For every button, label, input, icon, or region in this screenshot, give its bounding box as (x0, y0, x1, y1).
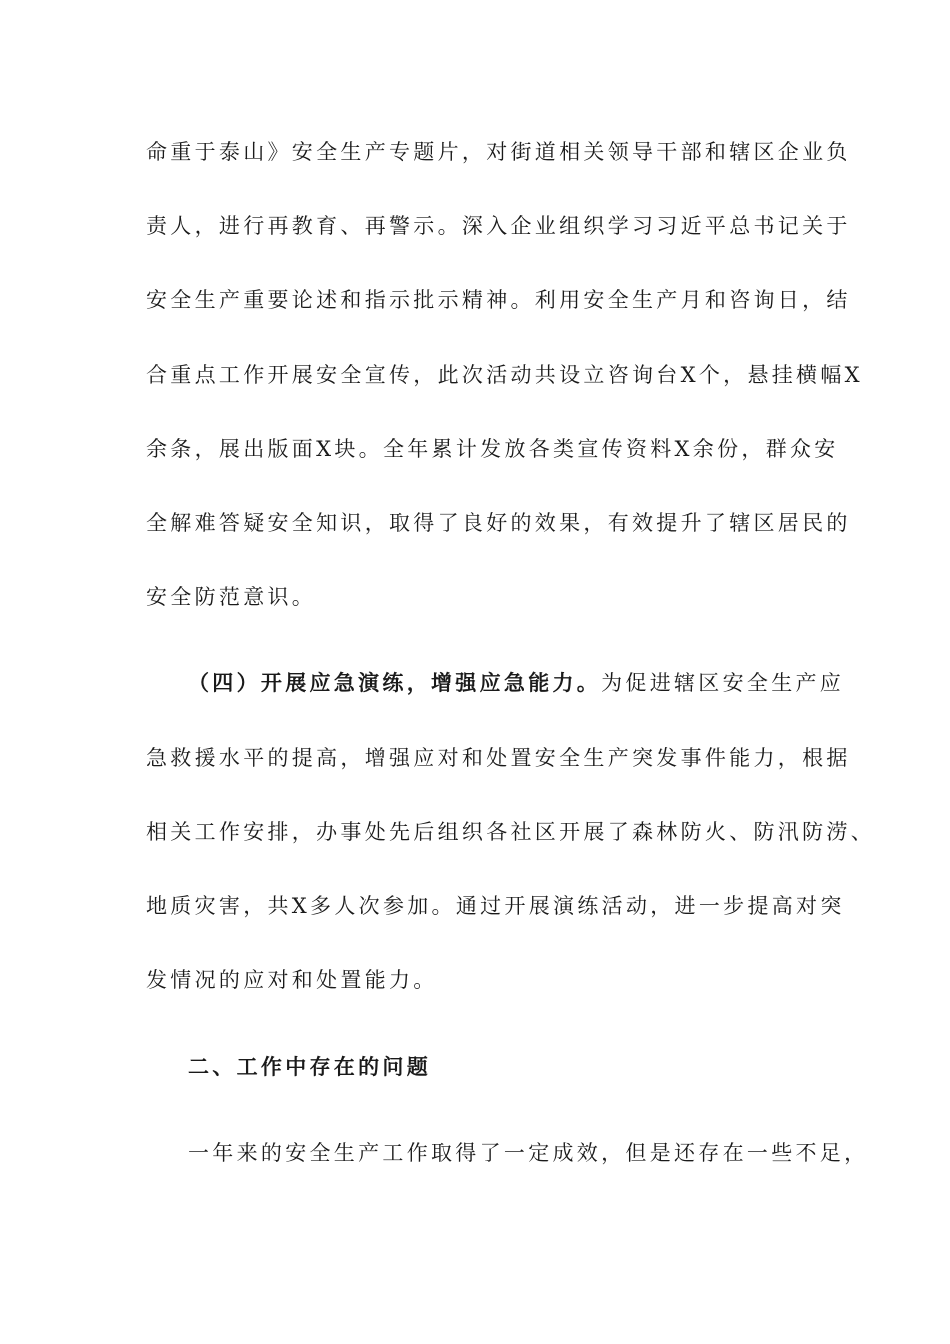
paragraph-line: 合重点工作开展安全宣传，此次活动共设立咨询台X个，悬挂横幅X (146, 363, 863, 387)
paragraph-text: 为促进辖区安全生产应 (601, 671, 845, 695)
paragraph-line: 急救援水平的提高，增强应对和处置安全生产突发事件能力，根据 (146, 746, 851, 770)
paragraph-line: 责人，进行再教育、再警示。深入企业组织学习习近平总书记关于 (146, 214, 851, 238)
paragraph-line: 相关工作安排，办事处先后组织各社区开展了森林防火、防汛防涝、 (146, 820, 875, 844)
paragraph-line: 安全防范意识。 (146, 585, 317, 609)
paragraph-line: 安全生产重要论述和指示批示精神。利用安全生产月和咨询日，结 (146, 288, 851, 312)
paragraph-line: 命重于泰山》安全生产专题片，对街道相关领导干部和辖区企业负 (146, 140, 851, 164)
paragraph-line: 地质灾害，共X多人次参加。通过开展演练活动，进一步提高对突 (146, 894, 845, 918)
paragraph-line: 余条，展出版面X块。全年累计发放各类宣传资料X余份，群众安 (146, 437, 839, 461)
paragraph-line: 一年来的安全生产工作取得了一定成效，但是还存在一些不足， (188, 1141, 869, 1165)
section-heading: 二、工作中存在的问题 (188, 1054, 431, 1079)
paragraph-line: 全解难答疑安全知识，取得了良好的效果，有效提升了辖区居民的 (146, 511, 851, 535)
paragraph-line: 发情况的应对和处置能力。 (146, 968, 438, 992)
subsection-heading: （四）开展应急演练，增强应急能力。 (188, 670, 602, 695)
paragraph-first-line (188, 663, 868, 703)
